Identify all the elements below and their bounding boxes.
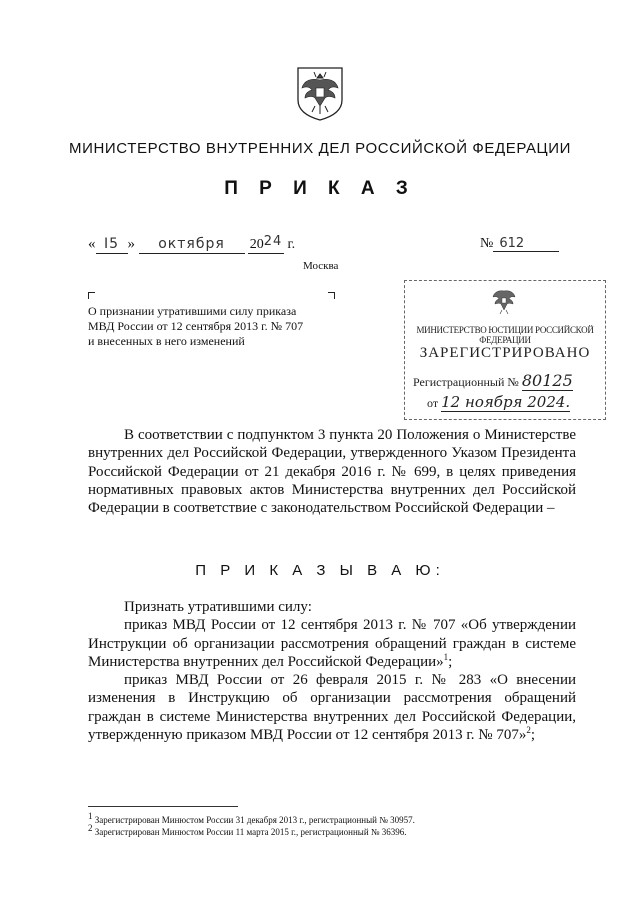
stamp-emblem-icon — [489, 287, 519, 317]
coat-of-arms-icon — [288, 60, 352, 124]
preamble-text: В соответствии с подпунктом 3 пункта 20 Положения о Министерстве внутренних дел Российской Федерации, утвержденного Указом Президента Российской Федерации от 21 декабря 2016 г. № 699, в целях приведения нормативных правовых актов Министерства внутренних дел Российской Федерации в соответствие с законодательством Российской Федерации – — [88, 427, 576, 517]
stamp-registration — [413, 371, 573, 390]
footnote-2-mark: 2 — [88, 823, 93, 833]
order-item-2-text: приказ МВД России от 26 февраля 2015 г. № 283 «О внесении изменения в Инструкцию об организации рассмотрения обращений граждан в системе Министерства внутренних дел Российской Федерации, утвержденную приказом МВД России от 12 сентября 2013 г. № 707» — [88, 672, 576, 744]
footnote-separator — [88, 806, 238, 807]
stamp-date-value: 12 ноября 2024. — [441, 393, 571, 411]
stamp-organization: МИНИСТЕРСТВО ЮСТИЦИИ РОССИЙСКОЙ ФЕДЕРАЦИИ — [416, 325, 594, 345]
number-value: 612 — [493, 236, 559, 252]
document-type: П Р И К А З — [224, 178, 416, 199]
title-line-1: О признании утратившими силу приказа — [88, 304, 297, 318]
number-sign: № — [480, 236, 494, 251]
order-date — [88, 236, 295, 254]
stamp-date — [427, 393, 570, 411]
title-bracket-right — [328, 292, 335, 299]
footnote-ref-2: 2 — [526, 725, 531, 736]
date-year-unit: г. — [287, 237, 296, 252]
ministry-name: МИНИСТЕРСТВО ВНУТРЕННИХ ДЕЛ РОССИЙСКОЙ ФЕДЕРАЦИИ — [68, 140, 572, 157]
order-item-1-end: ; — [448, 653, 453, 670]
order-number — [480, 236, 559, 252]
date-day: I5 — [103, 236, 120, 252]
title-line-2: МВД России от 12 сентября 2013 г. № 707 — [88, 319, 304, 333]
order-intro: Признать утратившими силу: — [124, 599, 312, 615]
footnote-2 — [88, 823, 588, 838]
order-title — [88, 304, 332, 349]
decree-heading: П Р И К А З Ы В А Ю: — [195, 562, 445, 579]
order-body — [88, 598, 576, 744]
footnote-2-text: Зарегистрирован Минюстом России 11 марта 2015 г., регистрационный № 36396. — [92, 827, 407, 837]
footnote-ref-1: 1 — [443, 651, 449, 662]
city: Москва — [303, 260, 339, 272]
footnotes — [88, 811, 588, 838]
preamble — [88, 426, 576, 517]
footnote-1 — [88, 811, 588, 826]
stamp-status: ЗАРЕГИСТРИРОВАНО — [419, 345, 591, 361]
stamp-reg-label: Регистрационный № — [413, 375, 519, 389]
order-item-1-text: приказ МВД России от 12 сентября 2013 г. № 707 «Об утверждении Инструкции об организации рассмотрения обращений граждан в системе Министерства внутренних дел Российской Федерации» — [88, 617, 576, 670]
footnote-1-mark: 1 — [88, 811, 93, 821]
title-bracket-left — [88, 292, 95, 299]
date-month: октября — [158, 236, 225, 252]
date-quote-close: » — [127, 236, 135, 252]
date-quote-open: « — [88, 236, 96, 252]
date-year-prefix: 20 — [249, 237, 264, 252]
order-item-1 — [88, 616, 576, 671]
date-year-suffix: 24 — [263, 234, 283, 249]
stamp-reg-number: 80125 — [521, 371, 573, 390]
order-item-2-end: ; — [530, 727, 536, 744]
stamp-date-prefix: от — [427, 396, 439, 410]
footnote-1-text: Зарегистрирован Минюстом России 31 декабря 2013 г., регистрационный № 30957. — [92, 815, 415, 825]
order-item-2 — [88, 671, 576, 744]
registration-stamp — [404, 280, 606, 420]
title-line-3: и внесенных в него изменений — [88, 334, 245, 348]
